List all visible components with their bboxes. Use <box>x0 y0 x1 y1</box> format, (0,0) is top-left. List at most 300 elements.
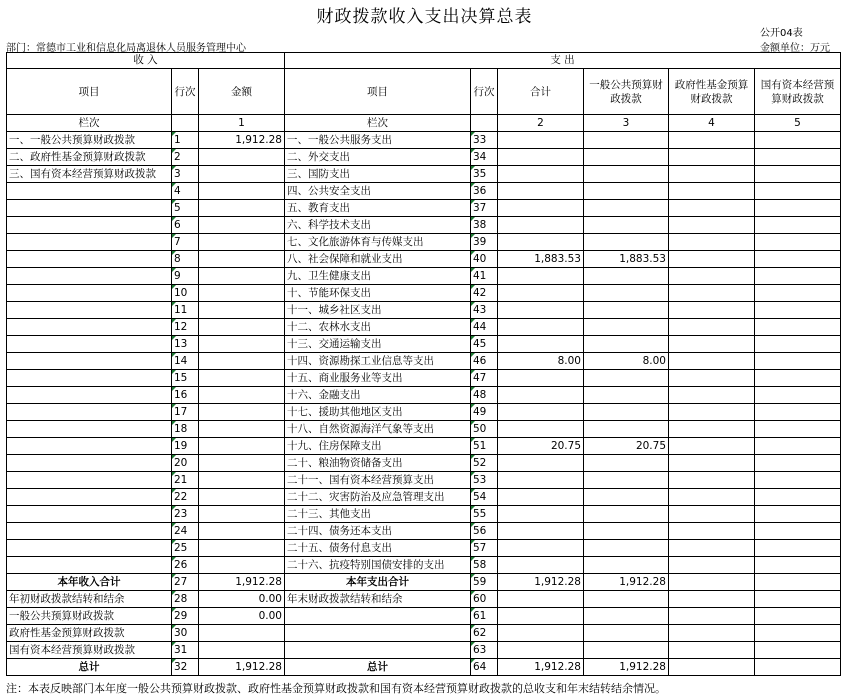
income-line-no: 23 <box>172 506 199 523</box>
general-budget-amount <box>584 455 669 472</box>
income-amount <box>199 438 285 455</box>
income-amount <box>199 353 285 370</box>
expense-item: 九、卫生健康支出 <box>285 268 471 285</box>
income-amount <box>199 489 285 506</box>
gov-fund-amount <box>669 659 755 676</box>
income-amount <box>199 421 285 438</box>
expense-total: 8.00 <box>498 353 584 370</box>
col-1-index: 1 <box>199 115 285 132</box>
income-item <box>7 506 172 523</box>
expense-item: 二、外交支出 <box>285 149 471 166</box>
income-header: 收 入 <box>7 53 285 69</box>
state-capital-amount <box>755 506 841 523</box>
income-line-no: 2 <box>172 149 199 166</box>
department-label: 部门：常德市工业和信息化局离退休人员服务管理中心 <box>6 43 246 54</box>
expense-line-no: 41 <box>471 268 498 285</box>
expense-total <box>498 506 584 523</box>
income-item <box>7 200 172 217</box>
general-budget-amount <box>584 370 669 387</box>
table-row <box>7 642 841 659</box>
income-line-no: 12 <box>172 319 199 336</box>
expense-line-no: 58 <box>471 557 498 574</box>
expense-line-no: 40 <box>471 251 498 268</box>
income-line-no: 30 <box>172 625 199 642</box>
table-row <box>7 183 841 200</box>
income-amount <box>199 234 285 251</box>
expense-total <box>498 132 584 149</box>
income-item: 总计 <box>7 659 172 676</box>
table-row <box>7 455 841 472</box>
state-capital-amount <box>755 540 841 557</box>
gov-fund-amount <box>669 200 755 217</box>
expense-item: 二十六、抗疫特别国债安排的支出 <box>285 557 471 574</box>
income-line-no: 11 <box>172 302 199 319</box>
income-item <box>7 438 172 455</box>
state-capital-amount <box>755 370 841 387</box>
income-item <box>7 251 172 268</box>
header-row-section <box>7 53 841 69</box>
expense-total <box>498 472 584 489</box>
income-amount <box>199 336 285 353</box>
income-line-no: 6 <box>172 217 199 234</box>
table-row <box>7 217 841 234</box>
expense-line-no: 45 <box>471 336 498 353</box>
table-row <box>7 438 841 455</box>
income-item: 本年收入合计 <box>7 574 172 591</box>
expense-item: 八、社会保障和就业支出 <box>285 251 471 268</box>
col-4-index: 4 <box>669 115 755 132</box>
state-capital-amount <box>755 251 841 268</box>
table-row <box>7 387 841 404</box>
income-amount <box>199 200 285 217</box>
table-row <box>7 472 841 489</box>
expense-item: 二十二、灾害防治及应急管理支出 <box>285 489 471 506</box>
income-amount <box>199 251 285 268</box>
income-item: 二、政府性基金预算财政拨款 <box>7 149 172 166</box>
expense-line-no: 37 <box>471 200 498 217</box>
income-amount <box>199 506 285 523</box>
expense-item: 十四、资源勘探工业信息等支出 <box>285 353 471 370</box>
general-budget-amount: 1,883.53 <box>584 251 669 268</box>
income-line-no: 26 <box>172 557 199 574</box>
table-row <box>7 319 841 336</box>
gov-fund-amount <box>669 642 755 659</box>
income-amount <box>199 285 285 302</box>
income-line-no: 21 <box>172 472 199 489</box>
income-line-no: 4 <box>172 183 199 200</box>
table-row <box>7 370 841 387</box>
general-budget-amount <box>584 540 669 557</box>
expense-item: 十八、自然资源海洋气象等支出 <box>285 421 471 438</box>
income-line-no: 22 <box>172 489 199 506</box>
gov-fund-amount <box>669 149 755 166</box>
general-budget-amount <box>584 608 669 625</box>
gov-fund-header: 政府性基金预算财政拨款 <box>669 69 755 115</box>
general-budget-amount <box>584 319 669 336</box>
general-budget-amount <box>584 285 669 302</box>
column-index-row <box>7 115 841 132</box>
table-row <box>7 591 841 608</box>
state-capital-amount <box>755 557 841 574</box>
state-capital-amount <box>755 421 841 438</box>
footer-note: 注：本表反映部门本年度一般公共预算财政拨款、政府性基金预算财政拨款和国有资本经营预算财政拨款的总收支和年末结转结余情况。 <box>6 682 666 695</box>
expense-line-no: 56 <box>471 523 498 540</box>
gov-fund-amount <box>669 268 755 285</box>
expense-line-no: 60 <box>471 591 498 608</box>
income-line-no: 7 <box>172 234 199 251</box>
income-amount <box>199 217 285 234</box>
table-row <box>7 557 841 574</box>
income-line-no: 20 <box>172 455 199 472</box>
gov-fund-amount <box>669 540 755 557</box>
income-line-no: 19 <box>172 438 199 455</box>
income-amount <box>199 302 285 319</box>
gov-fund-amount <box>669 336 755 353</box>
table-row <box>7 489 841 506</box>
income-amount <box>199 149 285 166</box>
income-amount: 1,912.28 <box>199 132 285 149</box>
state-capital-amount <box>755 591 841 608</box>
expense-line-no: 34 <box>471 149 498 166</box>
expense-item: 本年支出合计 <box>285 574 471 591</box>
expense-line-no: 64 <box>471 659 498 676</box>
expense-item: 五、教育支出 <box>285 200 471 217</box>
general-budget-amount <box>584 557 669 574</box>
state-capital-amount <box>755 319 841 336</box>
expense-line-no: 59 <box>471 574 498 591</box>
income-item <box>7 455 172 472</box>
income-amount <box>199 642 285 659</box>
expense-item-header: 项目 <box>285 69 471 115</box>
income-item: 一、一般公共预算财政拨款 <box>7 132 172 149</box>
table-row <box>7 132 841 149</box>
gov-fund-amount <box>669 591 755 608</box>
income-line-no: 32 <box>172 659 199 676</box>
general-budget-amount <box>584 489 669 506</box>
gov-fund-amount <box>669 404 755 421</box>
table-row <box>7 251 841 268</box>
expense-line-no: 35 <box>471 166 498 183</box>
gov-fund-amount <box>669 557 755 574</box>
gov-fund-amount <box>669 319 755 336</box>
expense-item: 三、国防支出 <box>285 166 471 183</box>
income-amount <box>199 387 285 404</box>
table-row <box>7 540 841 557</box>
income-column-label: 栏次 <box>7 115 172 132</box>
income-line-no: 15 <box>172 370 199 387</box>
state-capital-amount <box>755 472 841 489</box>
income-amount <box>199 625 285 642</box>
expense-item: 二十一、国有资本经营预算支出 <box>285 472 471 489</box>
income-line-no: 25 <box>172 540 199 557</box>
expense-total <box>498 540 584 557</box>
expense-total <box>498 234 584 251</box>
income-amount: 1,912.28 <box>199 574 285 591</box>
expense-line-no: 39 <box>471 234 498 251</box>
income-item <box>7 370 172 387</box>
expense-total <box>498 591 584 608</box>
gov-fund-amount <box>669 302 755 319</box>
gov-fund-amount <box>669 353 755 370</box>
general-budget-amount <box>584 591 669 608</box>
expense-total <box>498 608 584 625</box>
expense-total <box>498 200 584 217</box>
income-amount <box>199 523 285 540</box>
expense-line-no: 36 <box>471 183 498 200</box>
col-5-index: 5 <box>755 115 841 132</box>
expense-item: 十六、金融支出 <box>285 387 471 404</box>
state-capital-amount <box>755 438 841 455</box>
general-budget-amount <box>584 166 669 183</box>
income-amount: 1,912.28 <box>199 659 285 676</box>
income-line-no: 1 <box>172 132 199 149</box>
table-row <box>7 574 841 591</box>
table-row <box>7 421 841 438</box>
general-budget-amount: 8.00 <box>584 353 669 370</box>
gov-fund-amount <box>669 574 755 591</box>
table-row <box>7 404 841 421</box>
expense-total: 20.75 <box>498 438 584 455</box>
income-item: 一般公共预算财政拨款 <box>7 608 172 625</box>
gov-fund-amount <box>669 421 755 438</box>
state-capital-amount <box>755 387 841 404</box>
table-row <box>7 336 841 353</box>
expense-total <box>498 285 584 302</box>
income-amount <box>199 557 285 574</box>
state-capital-amount <box>755 183 841 200</box>
expense-item <box>285 625 471 642</box>
expense-item: 年末财政拨款结转和结余 <box>285 591 471 608</box>
state-capital-amount <box>755 574 841 591</box>
expense-total <box>498 642 584 659</box>
gov-fund-amount <box>669 625 755 642</box>
state-capital-amount <box>755 336 841 353</box>
general-budget-amount <box>584 268 669 285</box>
expense-total: 1,912.28 <box>498 574 584 591</box>
expense-item: 二十五、债务付息支出 <box>285 540 471 557</box>
expense-item: 十一、城乡社区支出 <box>285 302 471 319</box>
expense-line-no: 55 <box>471 506 498 523</box>
table-row <box>7 608 841 625</box>
income-line-no: 18 <box>172 421 199 438</box>
gov-fund-amount <box>669 183 755 200</box>
gov-fund-amount <box>669 506 755 523</box>
expense-total: 1,912.28 <box>498 659 584 676</box>
expense-total <box>498 302 584 319</box>
state-capital-amount <box>755 455 841 472</box>
income-amount <box>199 404 285 421</box>
income-item <box>7 183 172 200</box>
income-item <box>7 523 172 540</box>
expense-total: 1,883.53 <box>498 251 584 268</box>
state-capital-amount <box>755 217 841 234</box>
gov-fund-amount <box>669 370 755 387</box>
gov-fund-amount <box>669 217 755 234</box>
expense-line-no: 42 <box>471 285 498 302</box>
state-capital-amount <box>755 166 841 183</box>
gov-fund-amount <box>669 387 755 404</box>
state-capital-amount <box>755 200 841 217</box>
general-budget-amount <box>584 404 669 421</box>
income-item: 政府性基金预算财政拨款 <box>7 625 172 642</box>
income-line-no: 24 <box>172 523 199 540</box>
general-budget-header: 一般公共预算财政拨款 <box>584 69 669 115</box>
income-line-no: 29 <box>172 608 199 625</box>
expense-line-no: 53 <box>471 472 498 489</box>
expense-item: 四、公共安全支出 <box>285 183 471 200</box>
general-budget-amount: 1,912.28 <box>584 659 669 676</box>
income-line-no: 3 <box>172 166 199 183</box>
expense-line-no: 48 <box>471 387 498 404</box>
unit-label: 金额单位：万元 <box>760 43 830 54</box>
general-budget-amount <box>584 387 669 404</box>
expense-line-no: 57 <box>471 540 498 557</box>
expense-item: 十二、农林水支出 <box>285 319 471 336</box>
state-capital-amount <box>755 285 841 302</box>
income-line-no: 31 <box>172 642 199 659</box>
state-capital-amount <box>755 642 841 659</box>
table-row <box>7 506 841 523</box>
income-item <box>7 472 172 489</box>
income-amount <box>199 166 285 183</box>
empty-cell <box>172 115 199 132</box>
expense-line-no: 44 <box>471 319 498 336</box>
state-capital-amount <box>755 268 841 285</box>
expense-total <box>498 455 584 472</box>
income-line-no: 9 <box>172 268 199 285</box>
income-item <box>7 404 172 421</box>
income-amount: 0.00 <box>199 591 285 608</box>
gov-fund-amount <box>669 166 755 183</box>
empty-cell <box>471 115 498 132</box>
table-row <box>7 625 841 642</box>
expense-line-no: 46 <box>471 353 498 370</box>
income-amount <box>199 472 285 489</box>
expense-column-label: 栏次 <box>285 115 471 132</box>
income-amount <box>199 268 285 285</box>
general-budget-amount <box>584 217 669 234</box>
state-capital-amount <box>755 523 841 540</box>
state-capital-amount <box>755 404 841 421</box>
expense-item: 二十三、其他支出 <box>285 506 471 523</box>
gov-fund-amount <box>669 438 755 455</box>
expense-total <box>498 421 584 438</box>
expense-item: 二十、粮油物资储备支出 <box>285 455 471 472</box>
state-capital-amount <box>755 149 841 166</box>
income-line-no: 10 <box>172 285 199 302</box>
col-2-index: 2 <box>498 115 584 132</box>
general-budget-amount <box>584 132 669 149</box>
income-line-header: 行次 <box>172 69 199 115</box>
income-item: 三、国有资本经营预算财政拨款 <box>7 166 172 183</box>
gov-fund-amount <box>669 132 755 149</box>
income-item <box>7 387 172 404</box>
gov-fund-amount <box>669 285 755 302</box>
expense-total <box>498 404 584 421</box>
income-line-no: 17 <box>172 404 199 421</box>
income-amount <box>199 370 285 387</box>
income-item <box>7 285 172 302</box>
general-budget-amount <box>584 200 669 217</box>
gov-fund-amount <box>669 489 755 506</box>
income-item <box>7 319 172 336</box>
income-line-no: 27 <box>172 574 199 591</box>
expense-item: 七、文化旅游体育与传媒支出 <box>285 234 471 251</box>
expense-line-no: 52 <box>471 455 498 472</box>
general-budget-amount <box>584 506 669 523</box>
table-row <box>7 659 841 676</box>
general-budget-amount: 20.75 <box>584 438 669 455</box>
expense-item: 总计 <box>285 659 471 676</box>
expense-item: 十、节能环保支出 <box>285 285 471 302</box>
expense-total <box>498 489 584 506</box>
expense-header: 支 出 <box>285 53 841 69</box>
income-item: 国有资本经营预算财政拨款 <box>7 642 172 659</box>
expense-total <box>498 217 584 234</box>
income-line-no: 16 <box>172 387 199 404</box>
general-budget-amount <box>584 625 669 642</box>
table-row <box>7 285 841 302</box>
expense-total-header: 合计 <box>498 69 584 115</box>
general-budget-amount <box>584 183 669 200</box>
gov-fund-amount <box>669 472 755 489</box>
table-row <box>7 353 841 370</box>
state-capital-amount <box>755 302 841 319</box>
state-capital-amount <box>755 625 841 642</box>
state-capital-amount <box>755 234 841 251</box>
table-row <box>7 166 841 183</box>
income-item: 年初财政拨款结转和结余 <box>7 591 172 608</box>
state-capital-amount <box>755 132 841 149</box>
general-budget-amount <box>584 642 669 659</box>
gov-fund-amount <box>669 234 755 251</box>
income-item <box>7 540 172 557</box>
table-row <box>7 149 841 166</box>
income-item-header: 项目 <box>7 69 172 115</box>
expense-line-no: 63 <box>471 642 498 659</box>
gov-fund-amount <box>669 251 755 268</box>
gov-fund-amount <box>669 455 755 472</box>
income-amount <box>199 183 285 200</box>
income-line-no: 8 <box>172 251 199 268</box>
expense-item: 一、一般公共服务支出 <box>285 132 471 149</box>
expense-line-no: 38 <box>471 217 498 234</box>
table-row <box>7 200 841 217</box>
state-capital-amount <box>755 353 841 370</box>
general-budget-amount <box>584 234 669 251</box>
general-budget-amount <box>584 523 669 540</box>
expense-line-no: 49 <box>471 404 498 421</box>
table-row <box>7 268 841 285</box>
general-budget-amount <box>584 421 669 438</box>
expense-line-no: 47 <box>471 370 498 387</box>
expense-item: 六、科学技术支出 <box>285 217 471 234</box>
expense-item <box>285 608 471 625</box>
general-budget-amount <box>584 302 669 319</box>
income-item <box>7 557 172 574</box>
income-item <box>7 302 172 319</box>
budget-table <box>6 52 841 676</box>
gov-fund-amount <box>669 523 755 540</box>
income-item <box>7 489 172 506</box>
expense-item: 十七、援助其他地区支出 <box>285 404 471 421</box>
expense-total <box>498 387 584 404</box>
income-line-no: 5 <box>172 200 199 217</box>
general-budget-amount <box>584 149 669 166</box>
expense-item <box>285 642 471 659</box>
income-amount: 0.00 <box>199 608 285 625</box>
expense-total <box>498 370 584 387</box>
